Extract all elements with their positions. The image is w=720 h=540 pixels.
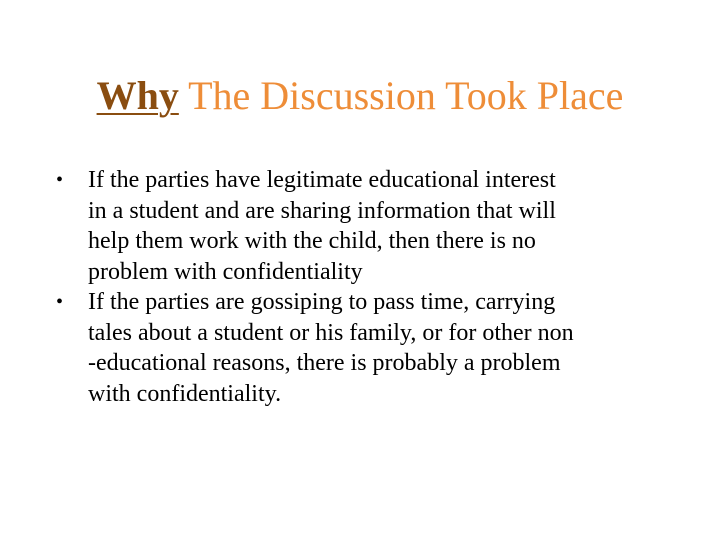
bullet-line: If the parties have legitimate educational interest [88,167,556,193]
bullet-line: tales about a student or his family, or for other non [88,319,574,346]
bullet-line: problem with confidentiality [88,258,363,285]
bullet-line: in a student and are sharing information that will [88,197,556,224]
bullet-line: with confidentiality. [88,380,282,407]
title-emphasis: Why [96,73,179,118]
bullet-item-2 [56,287,676,409]
title-rest: The Discussion Took Place [178,73,624,118]
bullet-line: help them work with the child, then there is no [88,228,536,254]
bullet-marker: • [56,169,64,191]
bullet-item-1 [56,165,676,287]
slide-title [0,72,720,120]
bullet-line: -educational reasons, there is probably a problem [88,350,561,376]
bullet-line: If the parties are gossiping to pass time, carrying [88,289,556,315]
bullet-list [56,165,676,409]
bullet-marker: • [56,291,64,313]
